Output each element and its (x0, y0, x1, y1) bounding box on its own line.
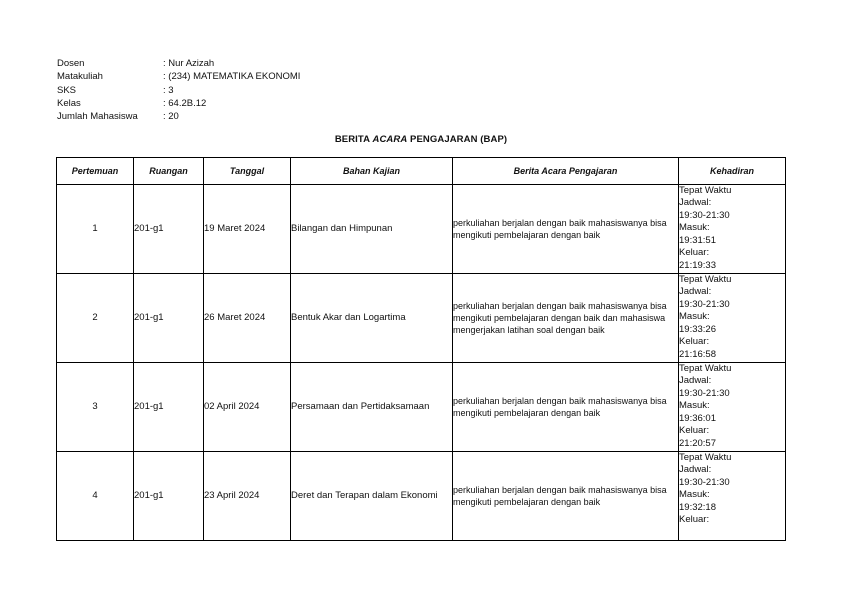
kehadiran-line: Keluar: (679, 514, 710, 525)
berita-text: perkuliahan berjalan dengan baik mahasiswanya bisa mengikuti pembelajaran dengan baik dan mahasiswa mengerjakan latihan soal dengan baik (453, 301, 667, 335)
kehadiran-line: 19:30-21:30 (679, 476, 730, 488)
kehadiran-line: 19:30-21:30 (679, 298, 730, 310)
kehadiran-line: Tepat Waktu (679, 273, 732, 285)
kehadiran-line: Masuk: (679, 222, 710, 233)
bahan-text: Bentuk Akar dan Logartima (291, 311, 406, 323)
info-label: Kelas (57, 97, 81, 109)
info-row-dosen (57, 57, 300, 70)
info-row-jumlah-mahasiswa (57, 110, 300, 123)
info-value: : 3 (163, 84, 174, 96)
kehadiran-line: Masuk: (679, 489, 710, 500)
kehadiran-line: 19:31:51 (679, 234, 716, 246)
cell-pertemuan: 2 (57, 274, 134, 363)
cell-berita-acara (453, 274, 679, 363)
kehadiran-line: Tepat Waktu (679, 184, 732, 196)
cell-tanggal: 23 April 2024 (204, 452, 291, 541)
berita-text: perkuliahan berjalan dengan baik mahasiswanya bisa mengikuti pembelajaran dengan baik (453, 485, 667, 507)
kehadiran-lines (679, 363, 785, 451)
kehadiran-lines (679, 185, 785, 273)
kehadiran-line: Keluar: (679, 247, 710, 258)
kehadiran-line: 21:20:57 (679, 437, 716, 449)
info-value: : 20 (163, 111, 179, 123)
kehadiran-line: Jadwal: (679, 464, 712, 475)
cell-ruangan: 201-g1 (134, 452, 204, 541)
table-row (57, 274, 786, 363)
info-row-kelas (57, 97, 300, 110)
kehadiran-line: 19:33:26 (679, 323, 716, 335)
table-header-row (57, 158, 786, 185)
kehadiran-line: Jadwal: (679, 375, 712, 386)
cell-berita-acara (453, 452, 679, 541)
cell-tanggal: 02 April 2024 (204, 363, 291, 452)
table-row (57, 363, 786, 452)
bahan-text: Persamaan dan Pertidaksamaan (291, 400, 430, 412)
kehadiran-lines (679, 274, 785, 362)
column-header-tanggal: Tanggal (204, 158, 291, 185)
document-title (0, 134, 842, 145)
kehadiran-line: Masuk: (679, 400, 710, 411)
kehadiran-line: Tepat Waktu (679, 362, 732, 374)
kehadiran-line: 21:16:58 (679, 348, 716, 360)
info-value: : (234) MATEMATIKA EKONOMI (163, 71, 301, 83)
cell-kehadiran (679, 363, 786, 452)
kehadiran-line: Masuk: (679, 311, 710, 322)
bap-table (56, 157, 786, 541)
kehadiran-line: 19:30-21:30 (679, 209, 730, 221)
kehadiran-lines (679, 452, 785, 540)
kehadiran-line: 19:30-21:30 (679, 387, 730, 399)
info-row-sks (57, 84, 300, 97)
cell-bahan-kajian (291, 452, 453, 541)
cell-berita-acara (453, 185, 679, 274)
cell-bahan-kajian (291, 274, 453, 363)
bahan-text: Deret dan Terapan dalam Ekonomi (291, 489, 438, 501)
kehadiran-line: Keluar: (679, 425, 710, 436)
column-header-berita-acara: Berita Acara Pengajaran (453, 158, 679, 185)
cell-tanggal: 19 Maret 2024 (204, 185, 291, 274)
column-header-kehadiran: Kehadiran (679, 158, 786, 185)
cell-berita-acara (453, 363, 679, 452)
kehadiran-line: 21:19:33 (679, 259, 716, 271)
cell-bahan-kajian (291, 363, 453, 452)
table-row (57, 452, 786, 541)
cell-kehadiran (679, 185, 786, 274)
column-header-ruangan: Ruangan (134, 158, 204, 185)
cell-kehadiran (679, 452, 786, 541)
kehadiran-line: Keluar: (679, 336, 710, 347)
bahan-text: Bilangan dan Himpunan (291, 222, 393, 234)
info-value: : Nur Azizah (163, 58, 215, 69)
berita-text: perkuliahan berjalan dengan baik mahasiswanya bisa mengikuti pembelajaran dengan baik (453, 396, 667, 418)
column-header-bahan-kajian: Bahan Kajian (291, 158, 453, 185)
table-row (57, 185, 786, 274)
title-part: PENGAJARAN (BAP) (407, 134, 508, 145)
kehadiran-line: Jadwal: (679, 197, 712, 208)
info-value: : 64.2B.12 (163, 97, 207, 109)
cell-kehadiran (679, 274, 786, 363)
cell-pertemuan: 1 (57, 185, 134, 274)
kehadiran-line: 19:32:18 (679, 501, 716, 513)
info-label: Dosen (57, 58, 85, 69)
cell-pertemuan: 4 (57, 452, 134, 541)
cell-tanggal: 26 Maret 2024 (204, 274, 291, 363)
title-part: BERITA (334, 134, 373, 145)
info-label: SKS (57, 84, 77, 96)
kehadiran-line: Jadwal: (679, 286, 712, 297)
info-label: Matakuliah (57, 71, 103, 83)
kehadiran-line: 19:36:01 (679, 412, 716, 424)
cell-ruangan: 201-g1 (134, 185, 204, 274)
berita-text: perkuliahan berjalan dengan baik mahasiswanya bisa mengikuti pembelajaran dengan baik (453, 218, 667, 240)
cell-pertemuan: 3 (57, 363, 134, 452)
info-label: Jumlah Mahasiswa (57, 111, 138, 123)
course-info (57, 57, 300, 123)
cell-bahan-kajian (291, 185, 453, 274)
title-part-italic: ACARA (372, 134, 408, 145)
cell-ruangan: 201-g1 (134, 363, 204, 452)
column-header-pertemuan: Pertemuan (57, 158, 134, 185)
kehadiran-line: Tepat Waktu (679, 451, 732, 463)
info-row-matakuliah (57, 70, 300, 83)
cell-ruangan: 201-g1 (134, 274, 204, 363)
